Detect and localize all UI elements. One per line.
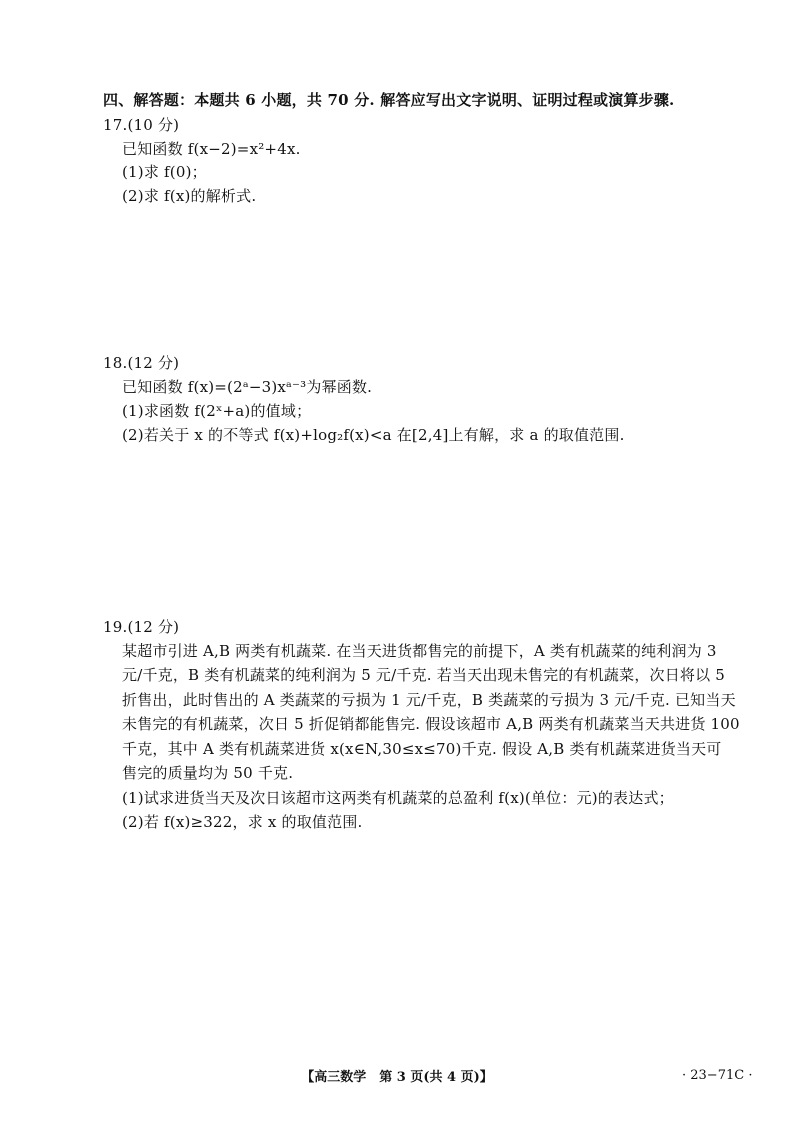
q19-line-3: 折售出，此时售出的 A 类蔬菜的亏损为 1 元/千克，B 类蔬菜的亏损为 3 元/千克. 已知当天 xyxy=(122,691,736,709)
footer-page-label: 【高三数学 第 3 页(共 4 页)】 xyxy=(301,1070,493,1085)
q19-line-1: 某超市引进 A,B 两类有机蔬菜. 在当天进货都售完的前提下，A 类有机蔬菜的纯利润为 3 xyxy=(122,642,717,660)
q17-number: 17.(10 分) xyxy=(103,116,180,134)
q18-line-2: (1)求函数 f(2ˣ+a)的值域； xyxy=(122,402,312,420)
q19-line-5: 千克，其中 A 类有机蔬菜进货 x(x∈N,30≤x≤70)千克. 假设 A,B 类有机蔬菜进货当天可 xyxy=(122,740,722,758)
q17-line-3: (2)求 f(x)的解析式. xyxy=(122,187,257,205)
q19-line-8: (2)若 f(x)≥322，求 x 的取值范围. xyxy=(122,813,363,831)
q17-line-1: 已知函数 f(x−2)=x²+4x. xyxy=(122,140,301,158)
q18-line-1: 已知函数 f(x)=(2ᵃ−3)xᵃ⁻³为幂函数. xyxy=(122,378,373,396)
q19-line-4: 未售完的有机蔬菜，次日 5 折促销都能售完. 假设该超市 A,B 两类有机蔬菜当天共进货 100 xyxy=(122,715,740,733)
q17-line-2: (1)求 f(0)； xyxy=(122,163,207,181)
q18-number: 18.(12 分) xyxy=(103,354,180,372)
q19-line-6: 售完的质量均为 50 千克. xyxy=(122,764,294,782)
footer-exam-code: · 23−71C · xyxy=(682,1068,753,1083)
q19-number: 19.(12 分) xyxy=(103,618,180,636)
q19-line-2: 元/千克，B 类有机蔬菜的纯利润为 5 元/千克. 若当天出现未售完的有机蔬菜，次日将以 5 xyxy=(122,666,726,684)
q19-line-7: (1)试求进货当天及次日该超市这两类有机蔬菜的总盈利 f(x)(单位：元)的表达式； xyxy=(122,789,674,807)
q18-line-3: (2)若关于 x 的不等式 f(x)+log₂f(x)<a 在[2,4]上有解，求 a 的取值范围. xyxy=(122,426,625,444)
section-header: 四、解答题：本题共 6 小题，共 70 分. 解答应写出文字说明、证明过程或演算步骤. xyxy=(103,91,675,109)
